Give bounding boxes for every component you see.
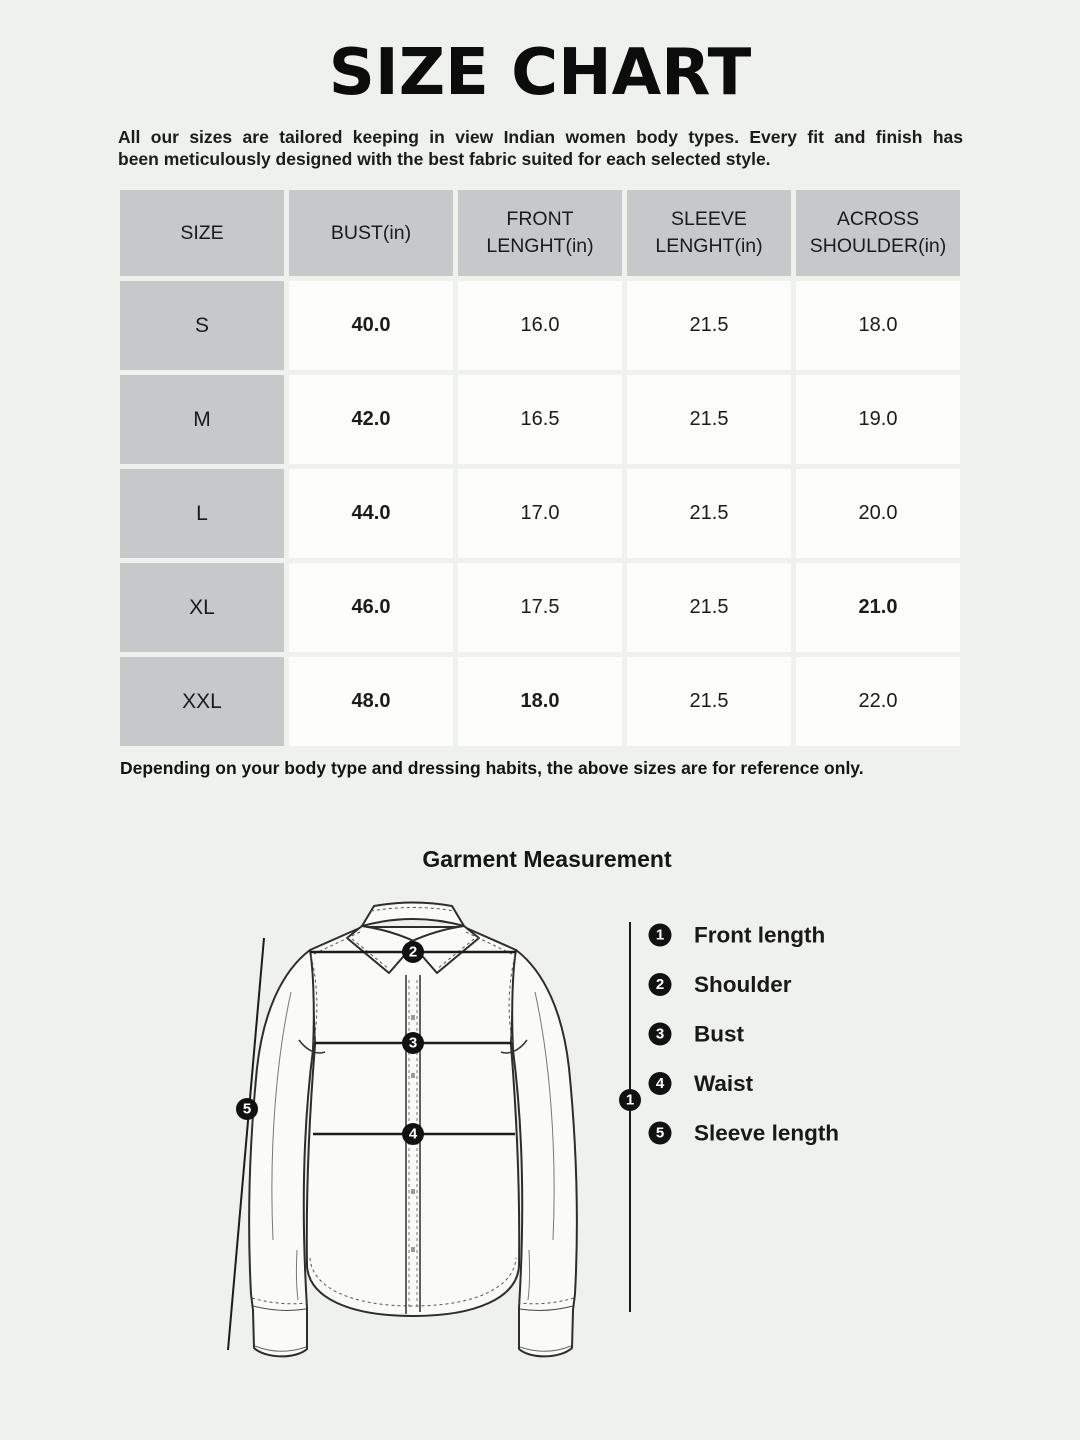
row-xxl-size-label: XXL	[120, 657, 284, 746]
legend-item-bust	[649, 1022, 745, 1047]
badge-front-length	[619, 1089, 641, 1111]
legend-item-waist	[649, 1071, 754, 1096]
row-xl-sleeve: 21.5	[627, 563, 791, 652]
row-s-sleeve: 21.5	[627, 281, 791, 370]
row-m-shoulder: 19.0	[796, 375, 960, 464]
col-header-sleeve-length: SLEEVE LENGHT(in)	[627, 190, 791, 276]
legend-number-2: 2	[655, 976, 665, 993]
row-s-bust: 40.0	[289, 281, 453, 370]
row-m-sleeve: 21.5	[627, 375, 791, 464]
intro-text	[118, 126, 963, 170]
shirt-body	[307, 927, 519, 1316]
row-s-shoulder: 18.0	[796, 281, 960, 370]
row-l-front: 17.0	[458, 469, 622, 558]
row-m-front: 16.5	[458, 375, 622, 464]
measurement-legend	[649, 923, 840, 1146]
row-l-bust: 44.0	[289, 469, 453, 558]
row-xxl-sleeve: 21.5	[627, 657, 791, 746]
shirt-left-sleeve	[249, 950, 314, 1356]
row-l-sleeve: 21.5	[627, 469, 791, 558]
row-xl-shoulder: 21.0	[796, 563, 960, 652]
row-xl-front: 17.5	[458, 563, 622, 652]
legend-item-front-length	[649, 923, 826, 948]
badge-shoulder-number: 2	[408, 943, 418, 961]
row-xxl-shoulder: 22.0	[796, 657, 960, 746]
garment-measurement-heading: Garment Measurement	[422, 846, 672, 872]
row-xl-bust: 46.0	[289, 563, 453, 652]
row-s-size-label: S	[120, 281, 284, 370]
legend-label-sleeve-length: Sleeve length	[694, 1120, 840, 1146]
row-l-shoulder: 20.0	[796, 469, 960, 558]
intro-line-2: been meticulously designed with the best fabric suited for each selected style.	[118, 149, 771, 169]
legend-number-5: 5	[655, 1124, 665, 1142]
size-table	[120, 190, 960, 746]
badge-shoulder	[402, 941, 424, 963]
col-header-size: SIZE	[120, 190, 284, 276]
badge-bust-number: 3	[408, 1034, 418, 1052]
col-header-across-shoulder: ACROSS SHOULDER(in)	[796, 190, 960, 276]
badge-sleeve-length-number: 5	[242, 1100, 252, 1118]
badge-waist-number: 4	[408, 1125, 418, 1143]
row-m-bust: 42.0	[289, 375, 453, 464]
legend-label-front-length: Front length	[694, 922, 826, 948]
row-xxl-front: 18.0	[458, 657, 622, 746]
badge-waist	[402, 1123, 424, 1145]
legend-number-3: 3	[655, 1025, 665, 1043]
row-l-size-label: L	[120, 469, 284, 558]
legend-label-waist: Waist	[694, 1071, 754, 1096]
legend-number-1: 1	[655, 926, 665, 944]
intro-line-1: All our sizes are tailored keeping in view Indian women body types. Every fit and finish has	[118, 127, 963, 147]
legend-item-shoulder	[649, 972, 792, 997]
legend-number-4: 4	[655, 1075, 665, 1092]
badge-sleeve-length	[236, 1098, 258, 1120]
page-title: SIZE CHART	[328, 36, 752, 110]
col-header-bust: BUST(in)	[289, 190, 453, 276]
garment-diagram	[0, 880, 1080, 1440]
shirt-collar-band	[362, 903, 464, 927]
legend-item-sleeve-length	[649, 1121, 840, 1146]
badge-bust	[402, 1032, 424, 1054]
reference-note: Depending on your body type and dressing habits, the above sizes are for reference only.	[120, 758, 864, 778]
badge-front-length-number: 1	[625, 1091, 635, 1109]
shirt-right-sleeve	[512, 950, 577, 1356]
col-header-front-length: FRONT LENGHT(in)	[458, 190, 622, 276]
row-xxl-bust: 48.0	[289, 657, 453, 746]
row-m-size-label: M	[120, 375, 284, 464]
row-xl-size-label: XL	[120, 563, 284, 652]
row-s-front: 16.0	[458, 281, 622, 370]
legend-label-bust: Bust	[694, 1021, 744, 1047]
legend-label-shoulder: Shoulder	[694, 972, 792, 997]
